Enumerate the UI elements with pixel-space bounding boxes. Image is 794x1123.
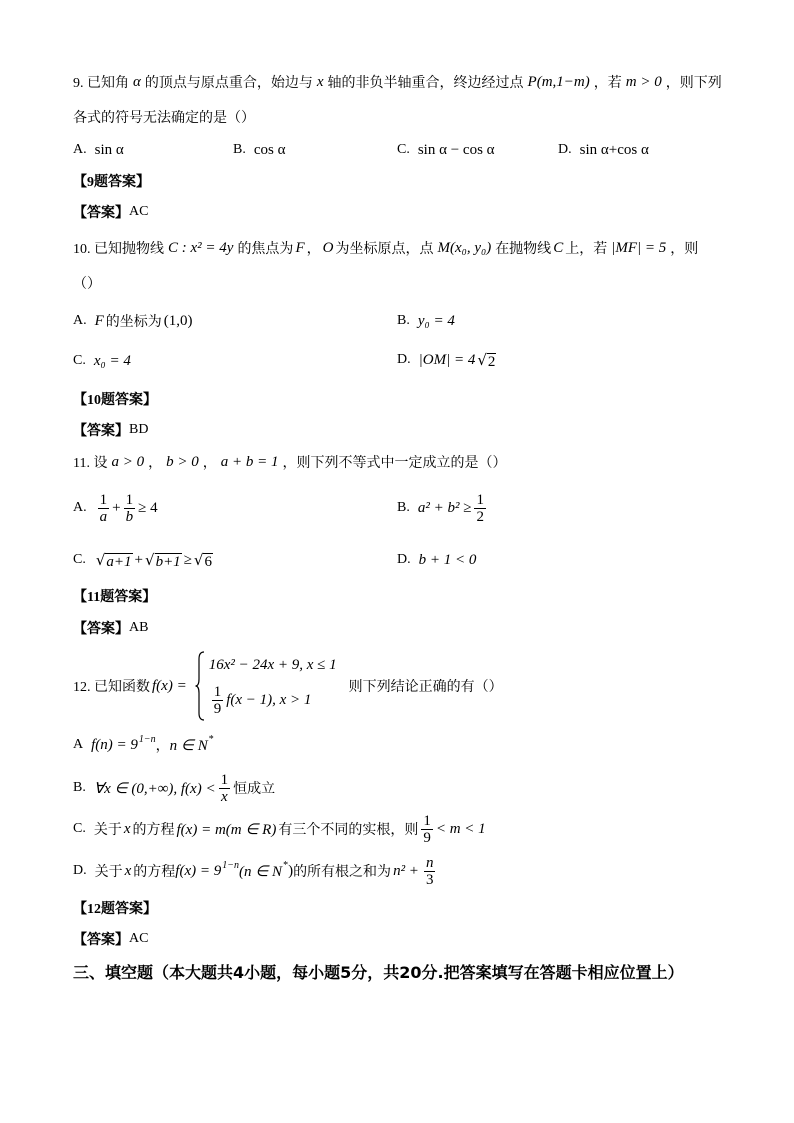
fraction	[124, 492, 136, 525]
option-expr: cos α	[253, 141, 286, 158]
option-expr: b + 1 < 0	[418, 551, 477, 568]
denominator: a	[99, 508, 108, 525]
option-expr: sin α+cos α	[579, 141, 649, 158]
q12-option-b	[73, 770, 275, 806]
q11-option-b	[397, 490, 489, 526]
q9-angle-var: α	[133, 73, 141, 90]
square-root	[194, 551, 213, 570]
option-label: A.	[73, 142, 87, 157]
option-var: x	[123, 820, 131, 837]
q9-option-d	[558, 141, 649, 159]
q12-answer-heading: 【12题答案】	[73, 902, 157, 917]
answer-value: BD	[129, 422, 149, 437]
radicand: b+1	[155, 553, 181, 570]
q11-condition-b: b > 0	[166, 453, 199, 470]
q12-stem-tail: 则下列结论正确的有（）	[348, 680, 503, 695]
radicand: a+1	[106, 553, 132, 570]
q11-condition-sum: a + b = 1	[220, 453, 279, 470]
q9-stem-text: ，若	[593, 76, 622, 91]
numerator: 1	[476, 491, 484, 508]
q11-option-a	[73, 490, 158, 526]
option-text: 关于	[94, 865, 123, 880]
denominator: 9	[423, 829, 431, 846]
q9-option-a	[73, 141, 124, 159]
q10-stem-line1	[73, 239, 698, 257]
q11-stem-text: 11. 设	[73, 456, 108, 471]
q11-answer-heading: 【11题答案】	[73, 590, 157, 605]
option-text: 的方程	[132, 823, 175, 838]
square-root	[145, 551, 182, 570]
case-expr: 16x² − 24x + 9, x ≤ 1	[208, 656, 337, 673]
option-expr: (1,0)	[163, 312, 193, 329]
option-label: D.	[73, 863, 87, 878]
q10-stem-text: 10. 已知抛物线	[73, 242, 164, 257]
option-label: A	[73, 737, 84, 752]
q10-stem-line2: （）	[73, 277, 101, 292]
option-expr: sin α	[94, 141, 124, 158]
q11-stem-text: ，	[148, 456, 163, 471]
square-root	[477, 351, 496, 370]
q10-stem-text: ，则	[670, 242, 699, 257]
q10-parabola-expr: C : x² = 4y	[168, 239, 234, 256]
fraction	[474, 492, 486, 525]
option-label: D.	[397, 352, 411, 367]
numerator: n	[425, 854, 434, 871]
radicand: 2	[487, 353, 496, 370]
left-brace-icon	[195, 651, 205, 721]
plus-sign: +	[112, 499, 121, 516]
q10-origin-var: O	[322, 239, 334, 256]
exponent: 1−n	[138, 733, 156, 745]
denominator: x	[220, 788, 228, 805]
answer-label: 【答案】	[73, 424, 129, 439]
option-label: B.	[397, 500, 410, 515]
q12-option-c	[73, 811, 486, 847]
fraction	[219, 772, 231, 805]
q10-stem-text: 在抛物线	[495, 242, 552, 257]
denominator: 2	[476, 508, 484, 525]
q12-stem-intro: 12. 已知函数	[73, 680, 150, 695]
answer-label: 【答案】	[73, 933, 129, 948]
q10-focus-var: F	[295, 239, 305, 256]
option-expr: ∀x ∈ (0,+∞), f(x) <	[93, 780, 216, 797]
q11-answer	[73, 619, 148, 637]
numerator: 1	[125, 491, 134, 508]
answer-value: AB	[129, 620, 149, 635]
q10-option-b	[397, 312, 455, 330]
q12-stem	[73, 648, 503, 724]
option-expr: f(x) = 9	[175, 862, 222, 879]
q11-option-d	[397, 551, 476, 569]
q10-option-c	[73, 352, 131, 370]
option-text: 的方程	[133, 865, 176, 880]
q11-option-c	[73, 548, 215, 572]
numerator: 1	[423, 812, 431, 829]
q10-stem-text: 为坐标原点，点	[335, 242, 434, 257]
option-label: D.	[558, 142, 572, 157]
denominator: 3	[425, 871, 434, 888]
section-heading: 三、填空题（本大题共4小题，每小题5分，共20分.把答案填写在答题卡相应位置上）	[73, 962, 684, 982]
fraction	[98, 492, 110, 525]
exponent: *	[283, 859, 289, 871]
q10-option-a	[73, 312, 193, 330]
q9-stem-text: 轴的非负半轴重合，终边经过点	[327, 76, 524, 91]
option-condition: n ∈ N	[169, 737, 208, 754]
option-expr: f(x) = m(m ∈ R)	[176, 821, 277, 838]
option-condition: (n ∈ N	[238, 863, 283, 880]
option-var: F	[94, 312, 104, 329]
root-sign: √	[145, 550, 155, 569]
option-label: D.	[397, 552, 411, 567]
q10-option-d	[397, 349, 498, 371]
q9-answer	[73, 203, 148, 221]
fraction	[212, 684, 224, 717]
q12-option-a	[73, 734, 214, 756]
q10-stem-text: ，	[306, 242, 321, 257]
q9-answer-heading: 【9题答案】	[73, 175, 150, 190]
q9-axis-var: x	[316, 73, 324, 90]
option-expr: a² + b² ≥	[417, 499, 472, 516]
q12-function-name: f(x) =	[152, 677, 187, 694]
case-row	[209, 654, 337, 676]
q11-condition-a: a > 0	[111, 453, 145, 470]
q9-stem-line1	[73, 73, 722, 91]
option-label: B.	[233, 142, 246, 157]
exponent: 1−n	[222, 859, 239, 871]
q10-stem-text: 上，若	[565, 242, 608, 257]
option-text: 关于	[93, 823, 122, 838]
numerator: 1	[220, 771, 229, 788]
option-text: 有三个不同的实根，则	[278, 823, 419, 838]
option-label: A.	[73, 500, 87, 515]
q9-option-c	[397, 141, 495, 159]
q12-answer	[73, 930, 148, 948]
option-label: C.	[73, 552, 86, 567]
option-expr: y₀ = 4	[417, 312, 455, 329]
option-label: A.	[73, 313, 87, 328]
piecewise-cases	[209, 654, 337, 718]
fraction	[421, 813, 433, 846]
q9-point-expr: P(m,1−m)	[527, 73, 590, 90]
q11-stem-text: ，	[202, 456, 217, 471]
q9-stem-text: ，则下列	[665, 76, 722, 91]
q11-stem	[73, 453, 506, 471]
relation-sign: ≥	[183, 551, 192, 568]
option-expr: < m < 1	[435, 820, 486, 837]
root-sign: √	[477, 350, 487, 369]
option-label: B.	[397, 313, 410, 328]
q11-stem-text: ，则下列不等式中一定成立的是（）	[282, 456, 507, 471]
option-expr: ≥ 4	[138, 499, 158, 516]
q10-curve-var: C	[553, 239, 564, 256]
q9-stem-line2: 各式的符号无法确定的是（）	[73, 111, 255, 126]
option-expr: n² +	[393, 862, 419, 879]
q9-option-b	[233, 141, 285, 159]
q10-distance-expr: |MF| = 5	[611, 239, 667, 256]
option-expr: f(n) = 9	[91, 736, 138, 753]
answer-value: AC	[129, 204, 149, 219]
radicand: 6	[204, 553, 212, 570]
q10-point-expr: M(x₀, y₀)	[437, 239, 492, 256]
q9-stem-text: 的顶点与原点重合，始边与	[144, 76, 313, 91]
q9-stem-text: 9. 已知角	[73, 76, 129, 91]
option-text: 的坐标为	[105, 315, 162, 330]
separator: ，	[155, 739, 170, 754]
option-text: 恒成立	[233, 782, 276, 797]
q12-option-d	[73, 853, 438, 889]
q10-answer	[73, 421, 148, 439]
option-label: C.	[397, 142, 410, 157]
q9-condition-expr: m > 0	[625, 73, 662, 90]
case-expr: f(x − 1), x > 1	[226, 691, 312, 708]
option-expr: |OM| = 4	[418, 351, 476, 368]
option-text: 的所有根之和为	[293, 865, 392, 880]
denominator: b	[125, 508, 134, 525]
plus-sign: +	[134, 551, 143, 568]
option-label: C.	[73, 821, 86, 836]
root-sign: √	[193, 550, 204, 569]
option-condition-close: )	[288, 862, 294, 879]
option-var: x	[124, 862, 132, 879]
answer-value: AC	[129, 931, 149, 946]
option-label: B.	[73, 780, 86, 795]
denominator: 9	[213, 700, 222, 717]
option-label: C.	[73, 353, 86, 368]
answer-label: 【答案】	[73, 622, 129, 637]
square-root	[96, 551, 133, 570]
option-expr: x₀ = 4	[93, 352, 131, 369]
exponent: *	[208, 733, 214, 745]
numerator: 1	[213, 683, 222, 700]
answer-label: 【答案】	[73, 206, 129, 221]
q10-answer-heading: 【10题答案】	[73, 393, 157, 408]
option-expr: sin α − cos α	[417, 141, 495, 158]
case-row	[209, 682, 337, 718]
root-sign: √	[95, 550, 106, 569]
fraction	[424, 855, 436, 888]
numerator: 1	[99, 491, 108, 508]
q10-stem-text: 的焦点为	[237, 242, 294, 257]
